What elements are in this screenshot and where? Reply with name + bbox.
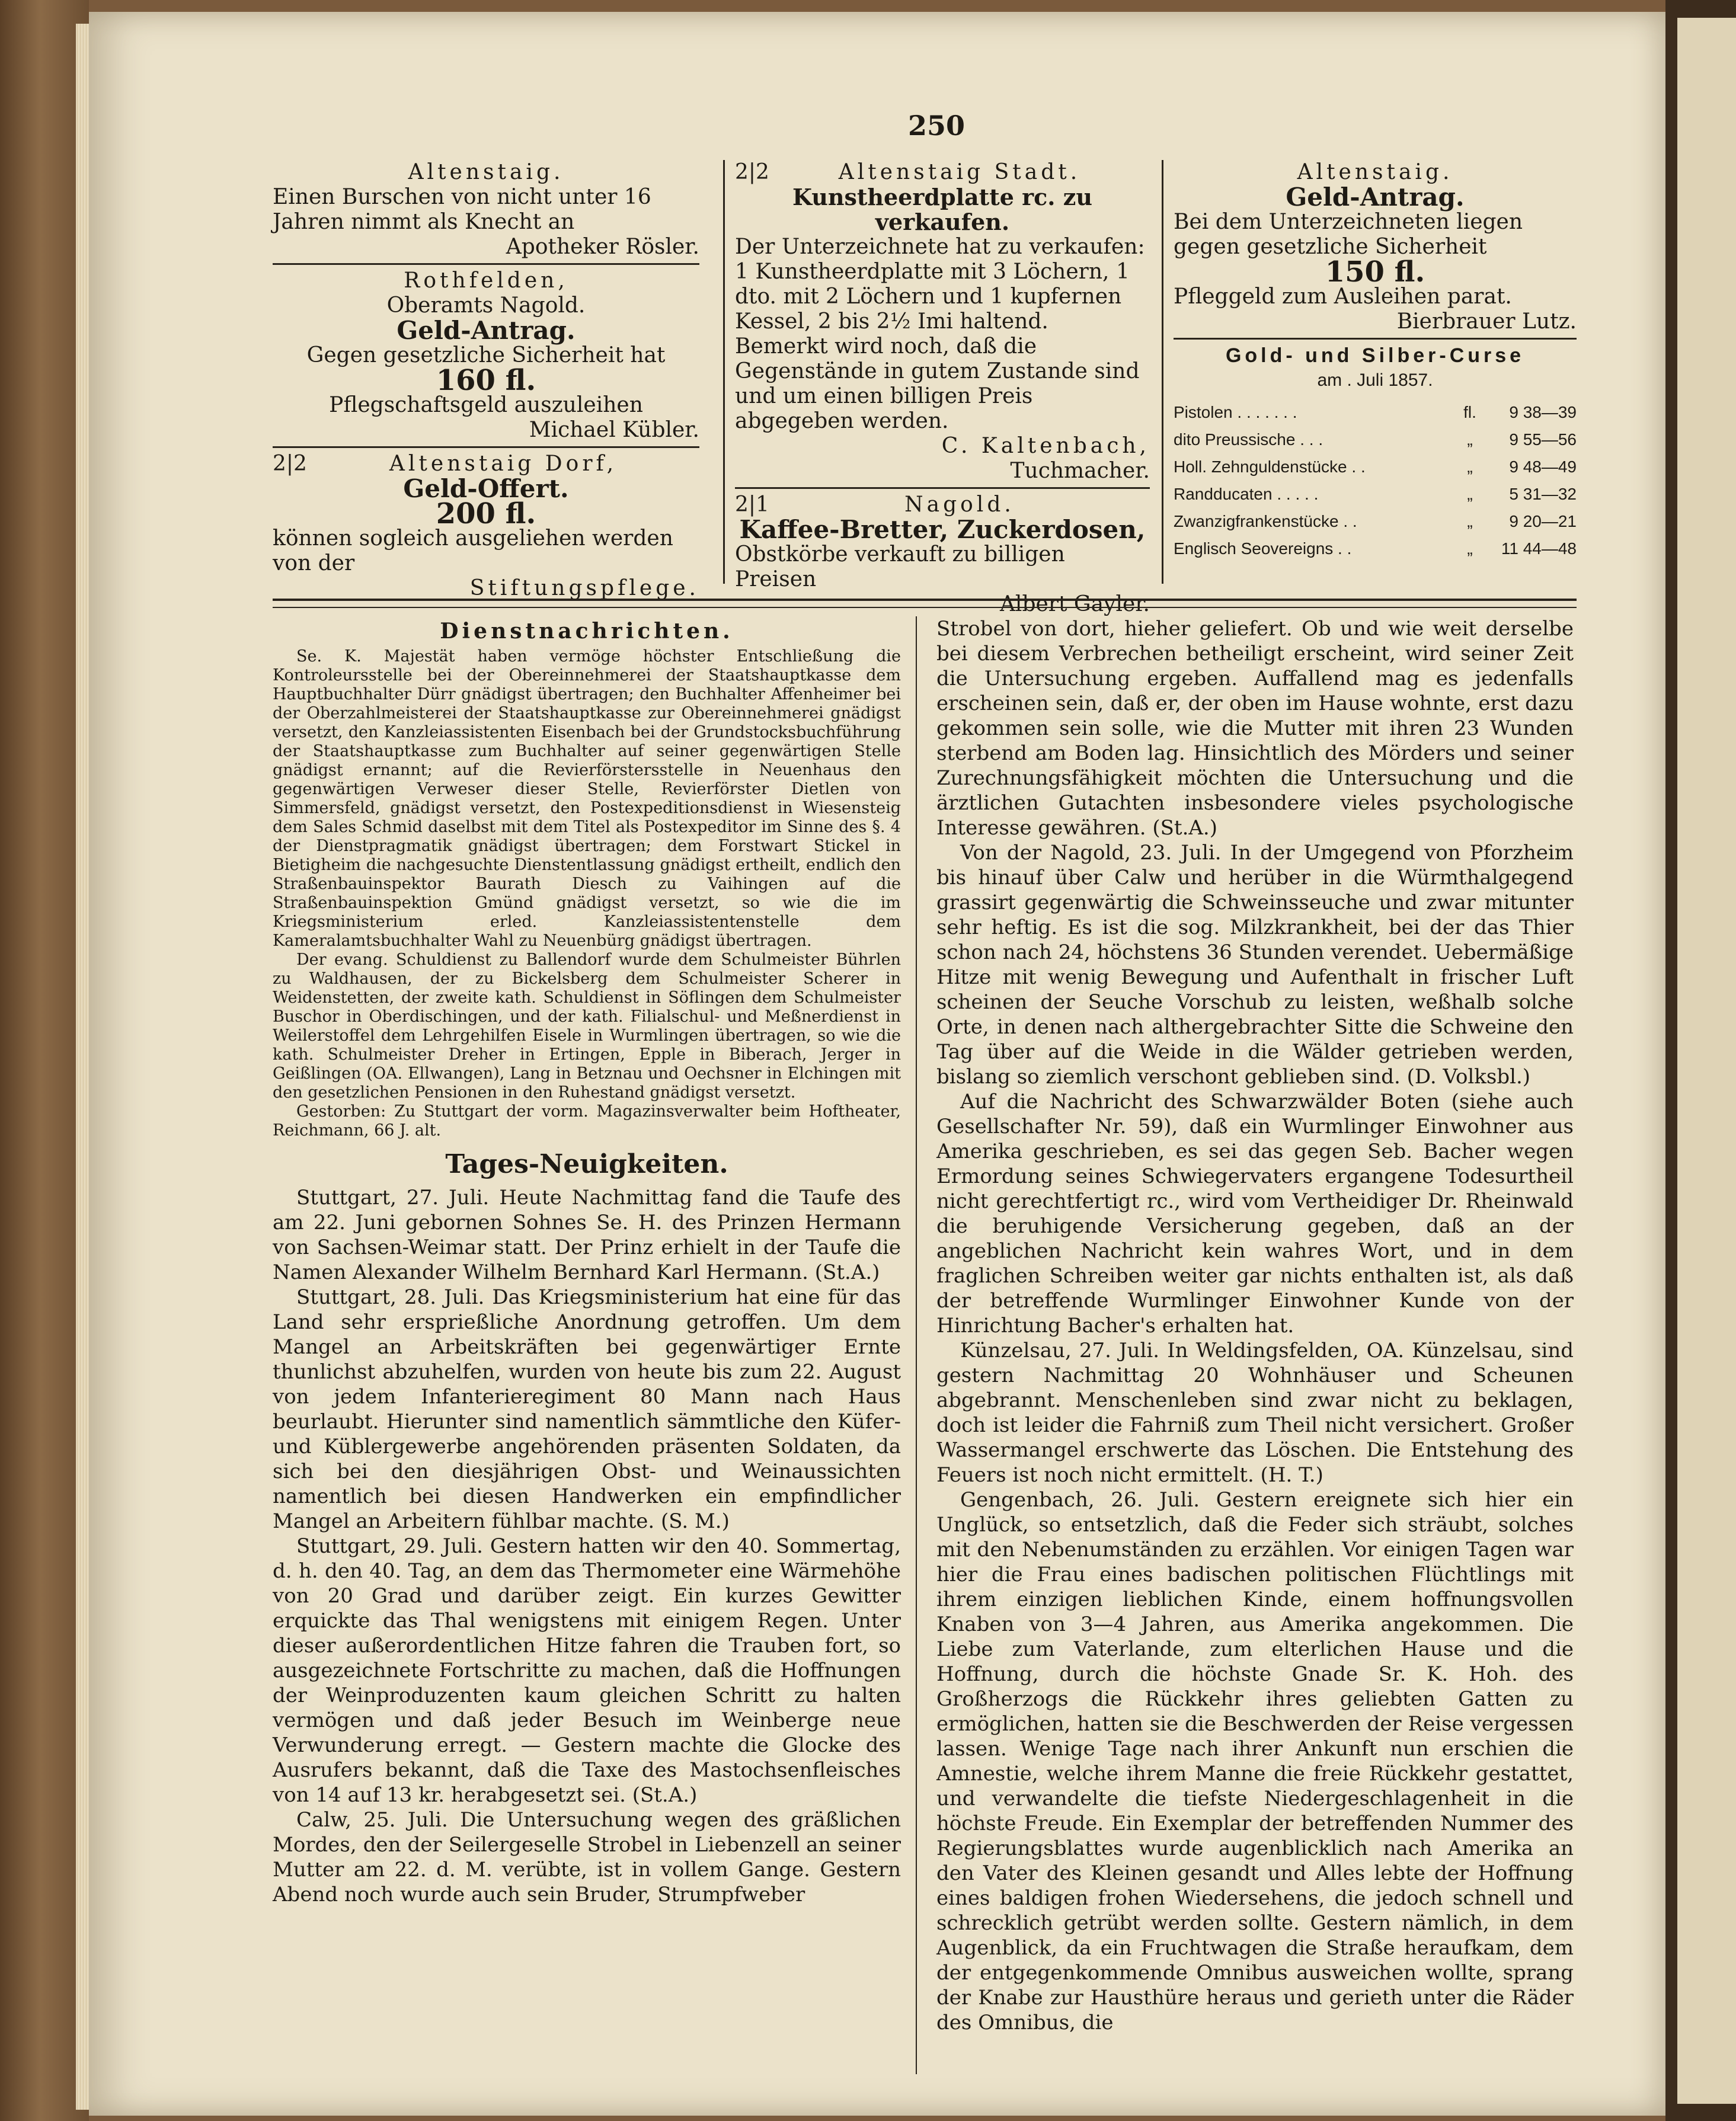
- ad-place: Rothfelden,: [404, 268, 568, 293]
- paragraph: Gestorben: Zu Stuttgart der vorm. Magazinsverwalter beim Hoftheater, Reichmann, 66 J. alt.: [273, 1102, 901, 1140]
- rate-value: 9 20—21: [1509, 512, 1577, 530]
- paragraph: Stuttgart, 28. Juli. Das Kriegsministerium hat eine für das Land sehr ersprießliche Anordnung getroffen. Um dem Mangel an Arbeitskräften bei gegenwärtiger Ernte thunlichst abzuhelfen, wurden von heute bis zum 22. August von jedem Infanterieregiment 80 Mann nach Haus beurlaubt. Hierunter sind namentlich sämmtliche den Küfer- und Küblergewerbe angehörenden präsenten Soldaten, da sich bei den diesjährigen Obst- und Weinaussichten namentlich bei diesen Handwerken ein empfindlicher Mangel an Arbeitern fühlbar machte. (S. M.): [273, 1285, 901, 1533]
- rate-name: Holl. Zehnguldenstücke . .: [1174, 458, 1366, 476]
- ad-text: Der Unterzeichnete hat zu verkaufen: 1 Kunstheerdplatte mit 3 Löchern, 1 dto. mit 2 Löchern und 1 kupfernen Kessel, 2 bis 2½ Imi haltend.: [735, 235, 1145, 334]
- column-rule: [1162, 160, 1163, 584]
- ad-mark: 2|2: [273, 452, 307, 476]
- ad-signature: Stiftungspflege.: [469, 576, 699, 600]
- rate-row: [1174, 426, 1577, 453]
- ad-title: Geld-Antrag.: [1286, 183, 1465, 212]
- rate-value: 9 55—56: [1509, 430, 1577, 449]
- ad-amount: 200 fl.: [436, 497, 536, 530]
- divider: [273, 446, 699, 448]
- paragraph: Calw, 25. Juli. Die Untersuchung wegen des gräßlichen Mordes, den der Seilergeselle Strobel in Liebenzell an seiner Mutter am 22. d. M. verübte, ist in vollem Gange. Gestern Abend noch wurde auch sein Bruder, Strumpfweber: [273, 1808, 901, 1906]
- paragraph: Stuttgart, 27. Juli. Heute Nachmittag fand die Taufe des am 22. Juni gebornen Sohnes Se. H. des Prinzen Hermann von Sachsen-Weimar statt. Der Prinz erhielt in der Taufe die Namen Alexander Wilhelm Bernhard Karl Hermann. (St.A.): [273, 1186, 901, 1284]
- divider: [1174, 338, 1577, 340]
- paragraph: Gengenbach, 26. Juli. Gestern ereignete sich hier ein Unglück, so entsetzlich, daß die Feder sich sträubt, solches mit den Nebenumständen zu erzählen. Vor einigen Tagen war hier die Frau eines badischen politischen Flüchtlings mit ihrem einzigen lieblichen Kinde, einem hoffnungsvollen Knaben von 3—4 Jahren, aus Amerika angekommen. Die Liebe zum Vaterlande, zum elterlichen Hause und die Hoffnung, durch die höchste Gnade Sr. K. Hoh. des Großherzogs die Rückkehr ihres geliebten Gatten zu ermöglichen, hatten sie die Beschwerden der Reise vergessen lassen. Wenige Tage nach ihrer Ankunft nun erschien die Amnestie, welche ihrem Manne die freie Rückkehr gestattet, und verwandelte die tiefste Niedergeschlagenheit in die höchste Freude. Ein Exemplar der betreffenden Nummer des Regierungsblattes wurde augenblicklich nach Amerika an den Vater des Kleinen gesandt und Alles lebte der Hoffnung eines baldigen frohen Wiedersehens, die jedoch schnell und schrecklich getrübt werden sollte. Gestern nämlich, in dem Augenblick, da ein Fruchtwagen die Straße heraufkam, dem der entgegenkommende Omnibus ausweichen wollte, sprang der Knabe zur Hausthüre heraus und gerieth unter die Räder des Omnibus, die: [936, 1488, 1574, 2034]
- ad-header: [735, 160, 1150, 185]
- ad-signature: Michael Kübler.: [529, 418, 699, 442]
- ad-signature: Bierbrauer Lutz.: [1396, 309, 1577, 334]
- divider: [273, 263, 699, 265]
- ad-title: Geld-Antrag.: [397, 316, 576, 345]
- rate-row: [1174, 508, 1577, 535]
- ad-signature: C. Kaltenbach,: [941, 434, 1150, 458]
- ad-signature: Apotheker Rösler.: [506, 235, 699, 259]
- ad-header: [735, 492, 1150, 517]
- rate-name: Zwanzigfrankenstücke . .: [1174, 512, 1357, 530]
- rate-row: [1174, 453, 1577, 481]
- rate-value: 5 31—32: [1509, 485, 1577, 503]
- paragraph: Von der Nagold, 23. Juli. In der Umgegend von Pforzheim bis hinauf über Calw und herüber in die Würmthalgegend grassirt gegenwärtig die Schweinsseuche und zwar mitunter sehr heftig. Es ist die sog. Milzkrankheit, bei der das Thier schon nach 24, höchstens 36 Stunden verendet. Uebermäßige Hitze mit wenig Bewegung und Aufenthalt in frischer Luft scheinen der Seuche Vorschub zu leisten, weßhalb solche Orte, in denen nach althergebrachter Sitte die Schweine den Tag über auf die Weide in die Wälder getrieben werden, bislang so ziemlich verschont geblieben sind. (D. Volksbl.): [936, 841, 1574, 1089]
- paragraph: Se. K. Majestät haben vermöge höchster Entschließung die Kontroleursstelle bei der Obereinnehmerei der Staatshauptkasse dem Hauptbuchhalter Dürr gnädigst übertragen; den Buchhalter Affenheimer bei der Oberzahlmeisterei der Staatshauptkasse zur Obereinnehmerei gnädigst versetzt, den Kanzleiassistenten Eisenbach bei der Grundstocksbuchführung der Staatshauptkasse zum Buchhalter auf seiner gegenwärtigen Stelle gnädigst ernannt; auf die Revierförstersstelle in Neuenhaus den gegenwärtigen Verweser dieser Stelle, Revierförster Dietlen von Simmersfeld, gnädigst versetzt, den Postexpeditionsdienst in Wiesensteig dem Sales Schmid daselbst mit dem Titel als Postexpeditor im Sinne des §. 4 der Dienstpragmatik gnädigst übertragen; dem Forstwart Stickel in Bietigheim die nachgesuchte Dienstentlassung gnädigst ertheilt, endlich den Straßenbauinspektor Baurath Diesch zu Vaihingen auf die Straßenbauinspektion Gmünd gnädigst versetzt, so wie die im Kriegsministerium erled. Kanzleiassistentenstelle dem Kameralamtsbuchhalter Wahl zu Neuenbürg gnädigst übertragen.: [273, 647, 901, 950]
- rate-row: [1174, 399, 1577, 426]
- ad-text: Gegen gesetzliche Sicherheit hat: [306, 343, 666, 367]
- ad-mark: 2|2: [735, 160, 769, 184]
- ad-amount: 150 fl.: [1325, 255, 1425, 289]
- ad-text: Bei dem Unterzeichneten liegen gegen gesetzliche Sicherheit: [1174, 210, 1523, 259]
- paragraph: Der evang. Schuldienst zu Ballendorf wurde dem Schulmeister Bührlen zu Waldhausen, der zu Bickelsberg dem Schulmeister Scherer in Weidenstetten, der zweite kath. Schuldienst in Söflingen dem Schulmeister Buschor in Oberdischingen, und der kath. Filialschul- und Meßnerdienst in Weilerstoffel dem Lehrgehilfen Eisele in Wurmlingen übertragen, so wie die kath. Schulmeister Dreher in Ertingen, Epple in Biberach, Jerger in Geißlingen (OA. Ellwangen), Lang in Betznau und Oechsner in Elchingen mit den gesetzlichen Pensionen in den Ruhestand gnädigst versetzt.: [273, 951, 901, 1102]
- ad-title: Kaffee-Bretter, Zuckerdosen,: [739, 515, 1146, 544]
- ad-text: Einen Burschen von nicht unter 16 Jahren nimmt als Knecht an: [273, 185, 651, 234]
- rate-name: dito Preussische . . .: [1174, 430, 1323, 449]
- exchange-rates-title: Gold- und Silber-Curse: [1225, 344, 1525, 367]
- ad-signature-title: Tuchmacher.: [1010, 459, 1150, 483]
- section-heading: Dienstnachrichten.: [440, 619, 734, 644]
- ad-place: Altenstaig Dorf,: [389, 452, 618, 476]
- ad-signature: Albert Gayler.: [999, 592, 1150, 616]
- ad-text: Bemerkt wird noch, daß die Gegenstände in gutem Zustande sind und um einen billigen Preis abgegeben werden.: [735, 334, 1140, 433]
- rate-value: 11 44—48: [1501, 539, 1577, 558]
- section-double-rule: [273, 599, 1577, 608]
- ad-text: Pflegschaftsgeld auszuleihen: [329, 393, 643, 417]
- advertisement-section: [273, 160, 1577, 616]
- divider: [735, 487, 1150, 489]
- rate-unit: fl.: [1463, 403, 1476, 421]
- paragraph: Strobel von dort, hieher geliefert. Ob und wie weit derselbe bei diesem Verbrechen betheiligt erscheint, wird seiner Zeit die Untersuchung ergeben. Auffallend mag es jedenfalls erscheinen sein, daß er, der oben im Hause wohnte, erst dazu gekommen sein solle, wie die Mutter mit ihren 23 Wunden sterbend am Boden lag. Hinsichtlich des Mörders und seiner Zurechnungsfähigkeit möchten die Untersuchung und die ärztlichen Gutachten insbesondere vieles psychologische Interesse gewähren. (St.A.): [936, 617, 1574, 840]
- rate-row: [1174, 535, 1577, 562]
- ad-place: Altenstaig.: [408, 160, 564, 184]
- ad-amount: 160 fl.: [436, 364, 536, 397]
- rate-name: Englisch Seovereigns . .: [1174, 539, 1352, 558]
- rate-value: 9 38—39: [1509, 403, 1577, 421]
- ad-place: Nagold.: [904, 492, 1015, 517]
- ad-place: Altenstaig.: [1297, 160, 1453, 184]
- rate-unit: „: [1467, 512, 1473, 530]
- ad-place: Altenstaig Stadt.: [838, 160, 1081, 184]
- ad-text: Pfleggeld zum Ausleihen parat.: [1174, 284, 1512, 309]
- rate-unit: „: [1467, 485, 1473, 503]
- rate-unit: „: [1467, 430, 1473, 449]
- rate-row: [1174, 481, 1577, 508]
- ad-text: können sogleich ausgeliehen werden von der: [273, 526, 673, 575]
- paragraph: Künzelsau, 27. Juli. In Weldingsfelden, OA. Künzelsau, sind gestern Nachmittag 20 Wohnhäuser und Scheunen abgebrannt. Menschenleben sind zwar nicht zu beklagen, doch ist leider die Fahrniß zum Theil nicht versichert. Großer Wassermangel erschwerte das Löschen. Die Entstehung des Feuers ist noch nicht ermittelt. (H. T.): [936, 1339, 1574, 1487]
- rate-value: 9 48—49: [1509, 458, 1577, 476]
- ad-column-1: [273, 160, 699, 600]
- ad-title: Kunstheerdplatte rc. zu verkaufen.: [792, 184, 1092, 235]
- news-column-right: [936, 616, 1574, 2035]
- rate-unit: „: [1467, 458, 1473, 476]
- ad-header: [273, 452, 699, 476]
- rate-name: Randducaten . . . . .: [1174, 485, 1319, 503]
- facing-page: [1677, 18, 1736, 2104]
- rate-unit: „: [1467, 539, 1473, 558]
- ad-mark: 2|1: [735, 492, 769, 517]
- paragraph: Auf die Nachricht des Schwarzwälder Boten (siehe auch Gesellschafter Nr. 59), daß ein Wurmlinger Einwohner aus Amerika geschrieben, es sei das gegen Seb. Bacher wegen Ermordung seines Schwiegervaters ergangene Todesurtheil nicht gerechtfertigt rc., wird vom Vertheidiger Dr. Rheinwald die beruhigende Versicherung gegeben, daß an der angeblichen Nachricht kein wahres Wort, und in dem fraglichen Schreiben weiter gar nichts enthalten ist, als daß der betreffende Wurmlinger Einwohner Kunde von der Hinrichtung Bacher's erhalten hat.: [936, 1090, 1574, 1338]
- page-number: 250: [907, 110, 965, 142]
- rate-name: Pistolen . . . . . . .: [1174, 403, 1297, 421]
- column-rule: [916, 616, 917, 2074]
- paragraph: Stuttgart, 29. Juli. Gestern hatten wir den 40. Sommertag, d. h. den 40. Tag, an dem das Thermometer eine Wärmehöhe von 20 Grad und darüber zeigt. Ein kurzes Gewitter erquickte das Thal wenigstens mit einigem Regen. Unter dieser außerordentlichen Hitze fahren die Trauben fort, so ausgezeichnete Fortschritte zu machen, daß die Hoffnungen der Weinproduzenten kaum gleichen Schritt zu halten vermögen und daß jeder Besuch im Weinberge neue Verwunderung erregt. — Gestern machte die Glocke des Ausrufers bekannt, daß die Taxe des Mastochsenfleisches von 14 auf 13 kr. herabgesetzt sei. (St.A.): [273, 1534, 901, 1807]
- news-body: [273, 616, 1577, 2080]
- column-rule: [723, 160, 725, 584]
- ad-subplace: Oberamts Nagold.: [386, 293, 586, 318]
- ad-column-2: [735, 160, 1150, 616]
- ad-text: Obstkörbe verkauft zu billigen Preisen: [735, 542, 1065, 591]
- ad-column-3: [1174, 160, 1577, 587]
- ad-title: Geld-Offert.: [403, 474, 569, 503]
- news-column-left: [273, 616, 901, 1907]
- exchange-rates-date: am . Juli 1857.: [1317, 370, 1433, 390]
- section-heading: Tages-Neuigkeiten.: [445, 1149, 728, 1179]
